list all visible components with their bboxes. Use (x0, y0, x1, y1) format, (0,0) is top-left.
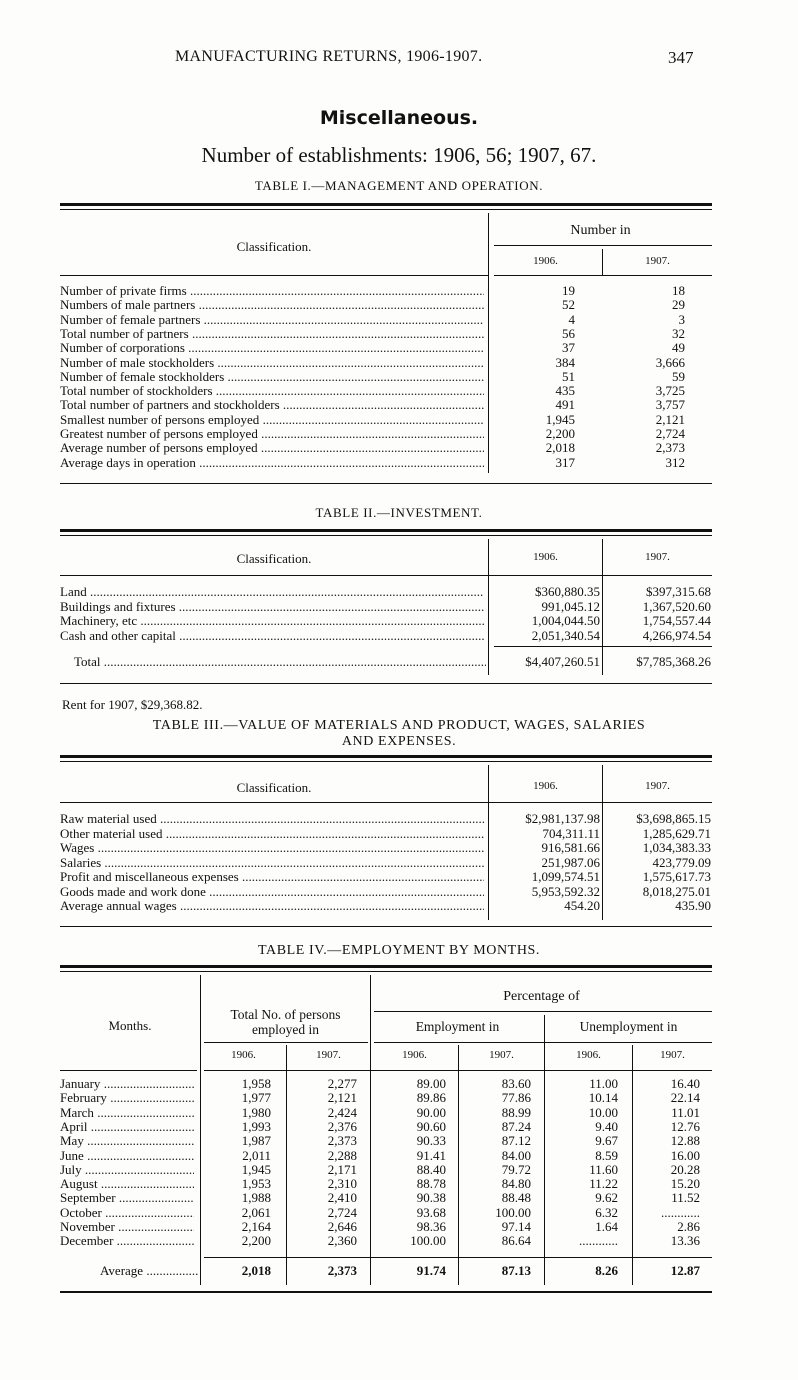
table4-total-header-line2: employed in (251, 1022, 320, 1037)
table3-row-1906: $2,981,137.98 (525, 811, 600, 826)
table4-average-label: Average ..... (100, 1263, 198, 1279)
table4-unemployment-1907: 12.76 (670, 1118, 700, 1134)
table4-average-total-1906: 2,018 (241, 1263, 271, 1278)
table4-month-label: March ..... (60, 1105, 194, 1121)
table4-total-1907: 2,373 (327, 1133, 357, 1149)
table4-unemployment-1907: 12.88 (670, 1133, 700, 1149)
table2-total-label: Total ..... (66, 654, 486, 670)
table4-unemployment-1906: 10.00 (588, 1104, 618, 1120)
table4-total-header-line1: Total No. of persons (230, 1007, 341, 1022)
table1-row-label: Average days in operation ..... (60, 455, 484, 471)
table1-row-1906: 435 (555, 383, 575, 399)
table3-row-1906: 916,581.66 (541, 840, 600, 855)
table4-total-1906: 1,988 (241, 1190, 271, 1206)
table1-row-label: Smallest number of persons employed ..... (60, 412, 484, 428)
table4-total-1906: 1,945 (241, 1161, 271, 1177)
table1-row-label: Total number of partners and stockholders ..... (60, 397, 484, 413)
establishments-count: Number of establishments: 1906, 56; 1907, 67. (201, 143, 597, 167)
table1-row-label: Numbers of male partners ..... (60, 297, 484, 313)
table2 (60, 529, 712, 689)
table1-row-1907: 29 (672, 297, 685, 313)
table4-month-label: September ..... (60, 1190, 194, 1206)
table4-unemployment-1906: 8.59 (595, 1147, 618, 1163)
table3-caption-line1: TABLE III.—VALUE OF MATERIALS AND PRODUCT, WAGES, SALARIES (152, 718, 646, 733)
table4-total-1907: 2,288 (327, 1147, 357, 1163)
table1-row-label: Greatest number of persons employed ..... (60, 426, 484, 442)
table2-caption: TABLE II.—INVESTMENT. (315, 505, 483, 520)
table4-average-unemployment-1906: 8.26 (595, 1263, 618, 1278)
table4-month-label: August ..... (60, 1176, 194, 1192)
table4-unemployment-1906-header: 1906. (576, 1049, 601, 1061)
table4-total-1906: 2,011 (242, 1147, 271, 1163)
table3-row-1907: 1,575,617.73 (642, 869, 711, 884)
table4-month-label: May ..... (60, 1133, 194, 1149)
table4-caption: TABLE IV.—EMPLOYMENT BY MONTHS. (257, 943, 541, 958)
table4-unemployment-1906: 9.40 (595, 1118, 618, 1134)
table2-row-1906: 991,045.12 (541, 598, 600, 614)
table3-row-label: Salaries ..... (60, 855, 484, 871)
table1-row-label: Average number of persons employed ..... (60, 440, 484, 456)
table1-row-label: Total number of partners ..... (60, 326, 484, 342)
rent-note: Rent for 1907, $29,368.82. (62, 697, 203, 712)
table4-employment-1907: 79.72 (501, 1161, 531, 1177)
table3 (60, 755, 712, 930)
table3-row-1906: 704,311.11 (542, 825, 600, 841)
table1-row-1906: 51 (562, 368, 575, 384)
table4-unemployment-1907: 20.28 (670, 1161, 700, 1177)
table1-row-1906: 19 (562, 283, 575, 298)
table4-total-1907: 2,376 (327, 1118, 357, 1134)
table4-employment-1906: 88.40 (416, 1161, 446, 1177)
table3-row-1907: 423,779.09 (652, 854, 711, 870)
table4-employment-1906: 88.78 (416, 1176, 446, 1192)
table4-employment-1906: 93.68 (416, 1204, 446, 1220)
table4-employment-1907: 84.80 (501, 1176, 531, 1192)
table4-unemployment-1906: 11.60 (589, 1161, 618, 1177)
table4-average-employment-1907: 87.13 (501, 1263, 531, 1278)
table2-year-1906: 1906. (533, 551, 558, 563)
table3-row-1907: 8,018,275.01 (642, 883, 711, 899)
table1-row-label: Number of corporations ..... (60, 340, 484, 356)
table4-total-1907: 2,724 (327, 1204, 357, 1220)
table4-month-label: July ..... (60, 1162, 194, 1178)
table1-row-1907: 49 (672, 340, 685, 356)
table1-row-1907: 312 (665, 454, 685, 470)
table3-year-1906: 1906. (533, 780, 558, 792)
table4-employment-1907: 87.24 (501, 1118, 531, 1134)
table4-total-1907: 2,310 (327, 1176, 357, 1192)
table4-average-total-1907: 2,373 (327, 1263, 357, 1278)
table3-caption-line2: AND EXPENSES. (341, 734, 457, 749)
table2-year-1907: 1907. (645, 551, 670, 563)
table1-row-1906: 37 (562, 340, 575, 356)
table1-number-in-header: Number in (570, 223, 631, 238)
table4-employment-1906: 91.41 (416, 1147, 446, 1163)
table4-total-1906: 1,980 (241, 1104, 271, 1120)
table4-employment-1907: 83.60 (501, 1076, 531, 1091)
table2-row-1907: 1,754,557.44 (642, 613, 711, 628)
section-title: Miscellaneous. (319, 107, 479, 129)
table4-month-label: January ..... (60, 1076, 194, 1092)
page-number: 347 (668, 48, 694, 67)
table4-unemployment-1907: 11.01 (671, 1104, 700, 1120)
table4-unemployment-1906: ............ (579, 1233, 618, 1249)
table4-total-1907-header: 1907. (316, 1049, 341, 1061)
table1-row-1906: 317 (555, 454, 575, 470)
table3-row-label: Average annual wages ..... (60, 898, 484, 914)
table4-employment-1906: 90.38 (416, 1190, 446, 1206)
table4-total-1907: 2,360 (327, 1233, 357, 1249)
table4-month-label: December ..... (60, 1233, 194, 1249)
table2-row-1906: 2,051,340.54 (531, 627, 600, 643)
table4-total-1906: 1,953 (241, 1176, 271, 1192)
table2-classification-header: Classification. (236, 551, 312, 566)
table1-row-1906: 491 (555, 397, 575, 413)
table1-row-1907: 3 (678, 311, 685, 327)
table1-row-1907: 2,373 (655, 440, 685, 456)
table3-row-label: Wages ..... (60, 840, 484, 856)
table3-classification-header: Classification. (236, 780, 312, 795)
table4-employment-1907: 87.12 (501, 1133, 531, 1149)
table1-row-label: Number of male stockholders ..... (60, 355, 484, 371)
table1-row-1907: 2,724 (655, 426, 685, 441)
table1-row-label: Number of female partners ..... (60, 312, 484, 328)
table3-row-1907: 1,285,629.71 (642, 825, 711, 841)
table4-total-1907: 2,410 (327, 1190, 357, 1206)
table4-month-label: October ..... (60, 1205, 194, 1221)
table4-employment-1907: 86.64 (501, 1233, 531, 1249)
table1-caption: TABLE I.—MANAGEMENT AND OPERATION. (254, 178, 544, 193)
table4-total-1906: 1,993 (241, 1118, 271, 1134)
table4-total-1907: 2,277 (327, 1076, 357, 1091)
table1-row-1906: 2,018 (545, 440, 575, 456)
table1-row-1907: 3,725 (655, 383, 685, 399)
table4-unemployment-1907: 22.14 (670, 1090, 700, 1106)
table4-unemployment-1907-header: 1907. (660, 1049, 685, 1061)
table4-unemployment-1907: 16.40 (670, 1076, 700, 1091)
table4-total-1906: 1,958 (241, 1076, 271, 1091)
table4-employment-header: Employment in (415, 1019, 500, 1034)
table2-row-label: Machinery, etc ..... (60, 613, 484, 629)
table4-unemployment-1906: 6.32 (595, 1204, 618, 1220)
table4-average-unemployment-1907: 12.87 (670, 1263, 700, 1278)
table4-unemployment-1907: 2.86 (677, 1219, 700, 1234)
table4-total-1907: 2,424 (327, 1104, 357, 1120)
table1-classification-header: Classification. (236, 239, 312, 254)
table4-average-employment-1906: 91.74 (416, 1263, 446, 1278)
table4-unemployment-1906: 1.64 (595, 1219, 618, 1234)
table3-row-1907: $3,698,865.15 (636, 811, 711, 826)
table4-employment-1906: 90.60 (416, 1118, 446, 1134)
table4-total-1906: 2,164 (241, 1219, 271, 1234)
table1-row-1907: 3,666 (655, 354, 685, 370)
table1-year-1906: 1906. (533, 255, 558, 267)
table2-row-1906: 1,004,044.50 (531, 613, 600, 628)
table4-unemployment-1907: 16.00 (670, 1147, 700, 1163)
table1-year-1907: 1907. (645, 255, 670, 267)
table4-unemployment-1906: 9.67 (595, 1133, 618, 1149)
table1-row-label: Number of private firms ..... (60, 283, 484, 299)
table3-row-1906: 5,953,592.32 (531, 883, 600, 899)
table2-row-label: Buildings and fixtures ..... (60, 599, 484, 615)
table4-month-label: June ..... (60, 1148, 194, 1164)
table1-row-1907: 32 (672, 325, 685, 341)
table4-unemployment-1906: 10.14 (588, 1090, 618, 1106)
table3-row-1906: 454.20 (564, 898, 600, 913)
table4-employment-1906: 89.00 (416, 1076, 446, 1091)
table1-row-label: Total number of stockholders ..... (60, 383, 484, 399)
table1-row-1906: 384 (555, 354, 575, 370)
table4-employment-1907-header: 1907. (489, 1049, 514, 1061)
table4-month-label: April ..... (60, 1119, 194, 1135)
table3-row-label: Other material used ..... (60, 826, 484, 842)
table4-total-1906: 1,987 (241, 1133, 271, 1149)
running-title: MANUFACTURING RETURNS, 1906-1907. (175, 48, 483, 65)
table2-row-1907: $397,315.68 (646, 584, 711, 599)
table3-row-1907: 435.90 (675, 898, 711, 913)
table1-row-1907: 18 (672, 283, 685, 298)
table4-employment-1907: 84.00 (501, 1147, 531, 1163)
table4-total-1907: 2,121 (327, 1090, 357, 1106)
table4-unemployment-header: Unemployment in (579, 1019, 678, 1034)
table3-row-label: Raw material used ..... (60, 811, 484, 827)
table3-row-label: Goods made and work done ..... (60, 884, 484, 900)
table4-employment-1907: 88.99 (501, 1104, 531, 1120)
table4-employment-1906: 100.00 (410, 1233, 446, 1249)
table4-month-label: February ..... (60, 1090, 194, 1106)
table2-row-1907: 4,266,974.54 (642, 627, 711, 643)
table2-total-1906: $4,407,260.51 (525, 654, 600, 669)
table4-total-1906-header: 1906. (231, 1049, 256, 1061)
table2-row-1906: $360,880.35 (535, 584, 600, 599)
table4-employment-1907: 97.14 (501, 1219, 531, 1234)
table1 (60, 203, 712, 493)
table4-unemployment-1907: 13.36 (670, 1233, 700, 1249)
table4-percentage-header: Percentage of (503, 989, 580, 1004)
table4-employment-1906: 89.86 (416, 1090, 446, 1106)
table3-row-1906: 1,099,574.51 (531, 869, 600, 884)
table1-row-1907: 59 (672, 368, 685, 384)
table4 (60, 965, 712, 1295)
table1-row-1907: 3,757 (655, 397, 685, 413)
table4-unemployment-1907: ............ (661, 1204, 700, 1220)
table3-row-label: Profit and miscellaneous expenses ..... (60, 869, 484, 885)
table4-total-1906: 2,061 (241, 1204, 271, 1220)
table2-row-1907: 1,367,520.60 (642, 598, 711, 614)
table1-row-1906: 2,200 (545, 426, 575, 441)
table4-total-1906: 1,977 (241, 1090, 271, 1106)
table3-year-1907: 1907. (645, 780, 670, 792)
table4-employment-1906-header: 1906. (402, 1049, 427, 1061)
table1-row-1906: 4 (568, 311, 575, 327)
table4-employment-1906: 90.33 (416, 1133, 446, 1149)
table1-row-label: Number of female stockholders ..... (60, 369, 484, 385)
table4-total-1907: 2,171 (327, 1161, 357, 1177)
table3-row-1907: 1,034,383.33 (642, 840, 711, 855)
table1-row-1906: 56 (562, 325, 575, 341)
table4-unemployment-1907: 11.52 (671, 1190, 700, 1206)
table4-unemployment-1906: 9.62 (595, 1190, 618, 1206)
table4-unemployment-1906: 11.00 (589, 1076, 618, 1091)
table4-employment-1907: 77.86 (501, 1090, 531, 1106)
table4-employment-1907: 100.00 (495, 1204, 531, 1220)
table2-row-label: Land ..... (60, 584, 484, 600)
table4-unemployment-1907: 15.20 (670, 1176, 700, 1192)
table4-months-header: Months. (108, 1018, 152, 1033)
table4-employment-1907: 88.48 (501, 1190, 531, 1206)
table4-unemployment-1906: 11.22 (589, 1176, 618, 1192)
table3-row-1906: 251,987.06 (541, 854, 600, 870)
table2-row-label: Cash and other capital ..... (60, 628, 484, 644)
table4-total-1906: 2,200 (241, 1233, 271, 1249)
table1-row-1907: 2,121 (655, 411, 685, 427)
table4-employment-1906: 98.36 (416, 1219, 446, 1234)
table1-row-1906: 1,945 (545, 411, 575, 427)
table1-row-1906: 52 (562, 297, 575, 313)
table4-employment-1906: 90.00 (416, 1104, 446, 1120)
table2-total-1907: $7,785,368.26 (636, 654, 711, 669)
table4-total-1907: 2,646 (327, 1219, 357, 1234)
table4-month-label: November ..... (60, 1219, 194, 1235)
